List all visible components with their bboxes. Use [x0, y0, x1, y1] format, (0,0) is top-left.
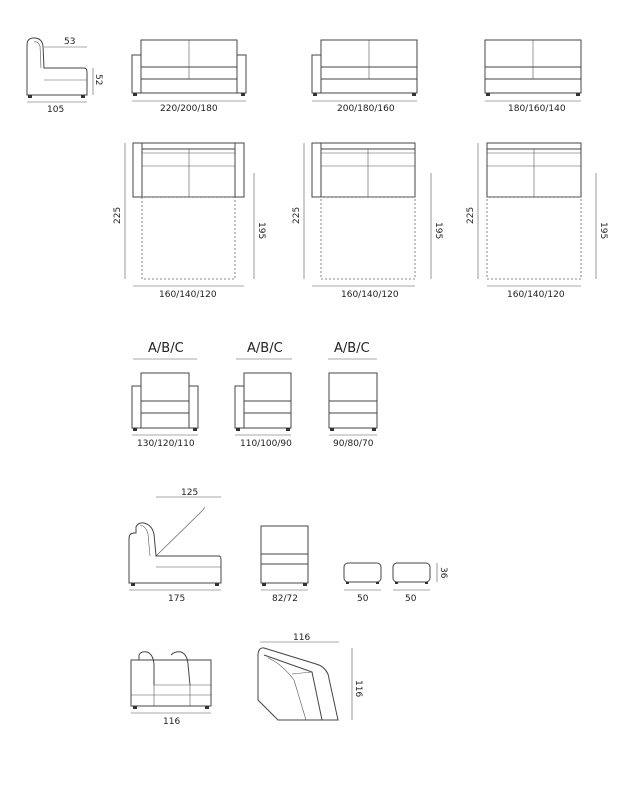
mattress-width-label-3: 160/140/120 [507, 290, 565, 300]
mattress-length-label-2: 195 [433, 222, 443, 240]
corner-top-width-label: 116 [293, 633, 311, 643]
corner-top-view [258, 633, 363, 720]
module-no-arms-width-label: 90/80/70 [333, 439, 374, 449]
sofa-two-arms-width-label: 220/200/180 [160, 104, 218, 114]
sofa-one-arm-width-label: 200/180/160 [337, 104, 395, 114]
armchair-depth-label: 53 [64, 37, 76, 47]
pouf-2-width-label: 50 [405, 594, 417, 604]
mattress-width-label-1: 160/140/120 [159, 290, 217, 300]
sofa-no-arms-width-label: 180/160/140 [508, 104, 566, 114]
bed-plan-one-arm [292, 143, 443, 300]
module-one-arm-width-label: 110/100/90 [240, 439, 292, 449]
variant-label-1: A/B/C [148, 341, 184, 356]
module-one-arm-front [235, 341, 292, 449]
corner-front-width-label: 116 [163, 717, 181, 727]
armchair-width-label: 105 [47, 105, 65, 115]
pouf-2 [393, 563, 448, 604]
bed-length-label-2: 225 [292, 206, 302, 224]
variant-label-3: A/B/C [334, 341, 370, 356]
sofa-no-arms-front [485, 40, 581, 114]
bed-length-label-1: 225 [113, 206, 123, 224]
pouf-1-width-label: 50 [357, 594, 369, 604]
armchair-side-view [27, 37, 103, 115]
mattress-width-label-2: 160/140/120 [341, 290, 399, 300]
variant-label-2: A/B/C [247, 341, 283, 356]
module-no-arms-front [328, 341, 377, 449]
armchair-height-label: 52 [93, 74, 103, 86]
chaise-front-width-label: 82/72 [272, 594, 298, 604]
mattress-length-label-3: 195 [598, 222, 608, 240]
pouf-height-label: 36 [438, 567, 448, 579]
corner-front-view [131, 652, 211, 727]
bed-plan-no-arms [466, 143, 608, 300]
module-two-arms-width-label: 130/120/110 [137, 439, 195, 449]
sofa-one-arm-front [312, 40, 417, 114]
chaise-front-view [261, 526, 308, 604]
sofa-two-arms-front [132, 40, 246, 114]
chaise-reach-label: 125 [181, 488, 199, 498]
bed-plan-two-arms [113, 143, 266, 300]
chaise-side-view [129, 488, 221, 604]
mattress-length-label-1: 195 [256, 222, 266, 240]
pouf-1 [344, 563, 381, 604]
bed-length-label-3: 225 [466, 206, 476, 224]
chaise-length-label: 175 [168, 594, 186, 604]
corner-top-depth-label: 116 [353, 680, 363, 698]
module-two-arms-front [132, 341, 198, 449]
